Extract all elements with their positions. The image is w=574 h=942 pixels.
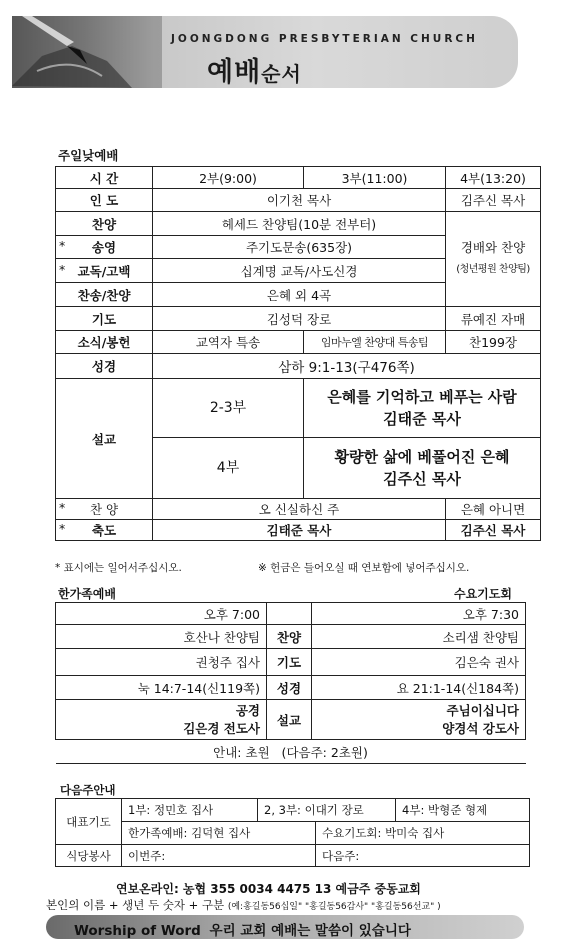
prayer-center-label: 기도	[267, 649, 312, 676]
news-4: 찬199장	[446, 331, 541, 354]
rep-4bu: 4부: 박형준 형제	[396, 799, 530, 822]
meal-label: 식당봉사	[56, 845, 122, 867]
creed-value: 십계명 교독/사도신경	[153, 259, 446, 283]
leader-label: 인 도	[56, 189, 153, 212]
sunday-service-table	[55, 166, 541, 541]
prayer-label: 기도	[56, 307, 153, 331]
leader-23: 이기천 목사	[153, 189, 446, 212]
rep-23bu: 2, 3부: 이대기 장로	[258, 799, 396, 822]
news-label: 소식/봉헌	[56, 331, 153, 354]
closing-4: 은혜 아니면	[446, 499, 541, 520]
church-name: JOONGDONG PRESBYTERIAN CHURCH	[171, 33, 478, 45]
creed-label: * 교독/고백	[56, 259, 153, 283]
news-value1: 교역자 특송	[153, 331, 304, 354]
header-banner	[12, 16, 518, 88]
family-wednesday-table	[55, 602, 526, 764]
bless-value: 김태준 목사	[153, 520, 446, 541]
scripture-label: 성경	[56, 354, 153, 379]
wednesday-scripture: 요 21:1-14(신184쪽)	[312, 676, 526, 700]
offering-note: ※ 헌금은 들어오실 때 연보함에 넣어주십시오.	[258, 562, 470, 574]
wednesday-prayer: 김은숙 권사	[312, 649, 526, 676]
sermon2: 황량한 삶에 베풀어진 은혜 김주신 목사	[304, 438, 541, 499]
pen-hand-illustration	[12, 16, 162, 88]
family-scripture: 눅 14:7-14(신119쪽)	[56, 676, 267, 700]
family-prayer: 권청주 집사	[56, 649, 267, 676]
wednesday-time: 오후 7:30	[312, 603, 526, 625]
sermon1: 은혜를 기억하고 베푸는 사람 김태준 목사	[304, 379, 541, 438]
prayer-4: 류예진 자매	[446, 307, 541, 331]
nextweek-table	[55, 798, 530, 867]
hymn-label: * 송영	[56, 236, 153, 259]
leader-4: 김주신 목사	[446, 189, 541, 212]
stand-note: * 표시에는 일어서주십시오.	[55, 562, 182, 574]
meal-next-week: 다음주:	[316, 845, 530, 867]
scripture-center-label: 성경	[267, 676, 312, 700]
bless-label: * 축도	[56, 520, 153, 541]
closing-label: * 찬 양	[56, 499, 153, 520]
wednesday-sermon: 주님이십니다 양경석 강도사	[312, 700, 526, 740]
family-time: 오후 7:00	[56, 603, 267, 625]
praise-center-label: 찬양	[267, 625, 312, 649]
wednesday-praise: 소리샘 찬양팀	[312, 625, 526, 649]
time-label: 시 간	[56, 167, 153, 189]
sermon1-part: 2-3부	[153, 379, 304, 438]
footer-banner	[46, 915, 524, 939]
closing-value: 오 신실하신 주	[153, 499, 446, 520]
footer-korean: 우리 교회 예배는 말씀이 있습니다	[209, 923, 411, 939]
prayer-value: 김성덕 장로	[153, 307, 446, 331]
choir-label: 찬송/찬양	[56, 283, 153, 307]
time-2bu: 2부(9:00)	[153, 167, 304, 189]
wednesday-section-title: 수요기도회	[454, 587, 512, 601]
news-value2: 임마누엘 찬양대 특송팀	[304, 331, 446, 354]
offering-instruction: 본인의 이름 + 생년 두 숫자 + 구분 (예:홍길동56십일" "홍길동56감사" "홍길동56선교" )	[46, 898, 441, 912]
online-offering-account: 연보온라인: 농협 355 0034 4475 13 예금주 중동교회	[116, 882, 421, 896]
sermon-center-label: 설교	[267, 700, 312, 740]
rep-wednesday: 수요기도회: 박미숙 집사	[316, 822, 530, 845]
sunday-section-title: 주일낮예배	[58, 148, 119, 163]
rep-1bu: 1부: 정민호 집사	[122, 799, 258, 822]
sermon-label: 설교	[56, 379, 153, 499]
bless-4: 김주신 목사	[446, 520, 541, 541]
nextweek-section-title: 다음주안내	[60, 783, 116, 797]
meal-this-week: 이번주:	[122, 845, 316, 867]
page-title: 예배순서	[207, 57, 302, 88]
time-spacer	[267, 603, 312, 625]
family-guide: 안내: 초원 (다음주: 2초원)	[56, 740, 526, 764]
time-3bu: 3부(11:00)	[304, 167, 446, 189]
praise-4: 경배와 찬양 (청년평원 찬양팀)	[446, 212, 541, 307]
scripture-value: 삼하 9:1-13(구476쪽)	[153, 354, 541, 379]
family-praise: 호산나 찬양팀	[56, 625, 267, 649]
family-section-title: 한가족예배	[58, 587, 116, 601]
time-4bu: 4부(13:20)	[446, 167, 541, 189]
family-sermon: 공경 김은경 전도사	[56, 700, 267, 740]
rep-family: 한가족예배: 김덕현 집사	[122, 822, 316, 845]
praise-value: 헤세드 찬양팀(10분 전부터)	[153, 212, 446, 236]
sermon2-part: 4부	[153, 438, 304, 499]
choir-value: 은혜 외 4곡	[153, 283, 446, 307]
footer-english: Worship of Word	[74, 923, 201, 939]
hymn-value: 주기도문송(635장)	[153, 236, 446, 259]
praise-label: 찬양	[56, 212, 153, 236]
rep-label: 대표기도	[56, 799, 122, 845]
